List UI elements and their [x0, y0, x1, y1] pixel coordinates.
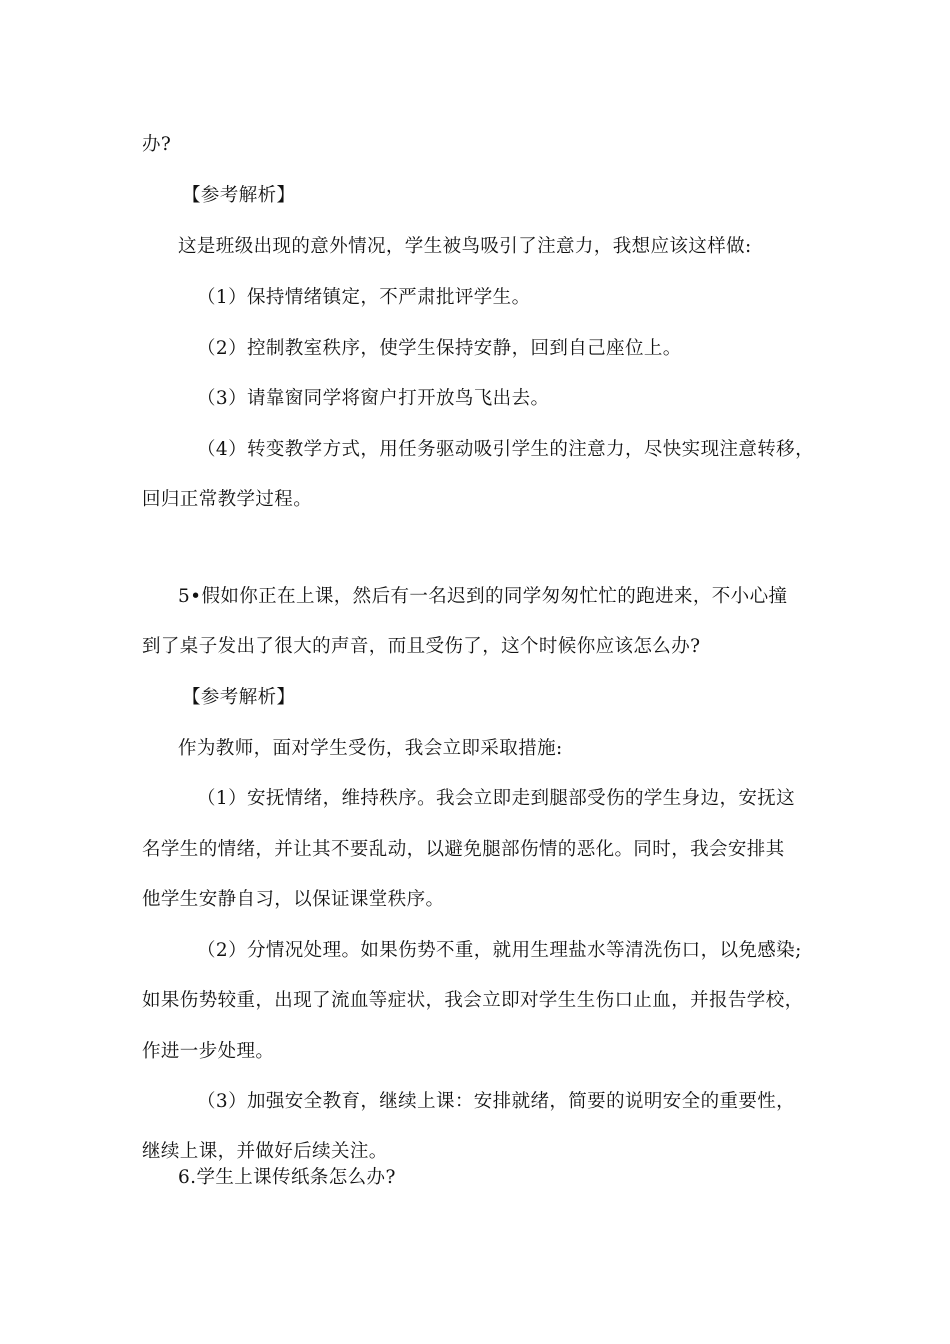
- analysis-point-1-continued: 他学生安静自习，以保证课堂秩序。: [142, 889, 445, 910]
- question-6: 6.学生上课传纸条怎么办?: [178, 1167, 396, 1188]
- reference-analysis-heading: 【参考解析】: [182, 185, 296, 206]
- analysis-point-3: （3）加强安全教育，继续上课：安排就绪，简要的说明安全的重要性，: [197, 1091, 796, 1112]
- analysis-point-4: （4）转变教学方式，用任务驱动吸引学生的注意力，尽快实现注意转移，: [197, 439, 814, 460]
- analysis-point-2-continued: 如果伤势较重，出现了流血等症状，我会立即对学生生伤口止血，并报告学校，: [142, 990, 804, 1011]
- analysis-intro: 这是班级出现的意外情况，学生被鸟吸引了注意力，我想应该这样做:: [178, 236, 752, 257]
- analysis-point-2: （2）分情况处理。如果伤势不重，就用生理盐水等清洗伤口，以免感染;: [197, 940, 802, 961]
- question-5-continued: 到了桌子发出了很大的声音，而且受伤了，这个时候你应该怎么办?: [142, 636, 701, 657]
- paragraph-continuation: 办?: [142, 134, 172, 155]
- analysis-point-1: （1）保持情绪镇定，不严肃批评学生。: [197, 287, 531, 308]
- analysis-point-4-continued: 回归正常教学过程。: [142, 489, 313, 510]
- analysis-point-1: （1）安抚情绪，维持秩序。我会立即走到腿部受伤的学生身边，安抚这: [197, 788, 796, 809]
- reference-analysis-heading: 【参考解析】: [182, 687, 296, 708]
- analysis-point-3-continued: 继续上课，并做好后续关注。: [142, 1141, 388, 1162]
- analysis-point-3: （3）请靠窗同学将窗户打开放鸟飞出去。: [197, 388, 550, 409]
- question-5: 5•假如你正在上课，然后有一名迟到的同学匆匆忙忙的跑进来，不小心撞: [178, 586, 788, 607]
- analysis-point-2: （2）控制教室秩序，使学生保持安静，回到自己座位上。: [197, 338, 682, 359]
- analysis-point-1-continued: 名学生的情绪，并让其不要乱动，以避免腿部伤情的恶化。同时，我会安排其: [142, 839, 785, 860]
- analysis-intro: 作为教师，面对学生受伤，我会立即采取措施:: [178, 738, 563, 759]
- analysis-point-2-continued: 作进一步处理。: [142, 1041, 275, 1062]
